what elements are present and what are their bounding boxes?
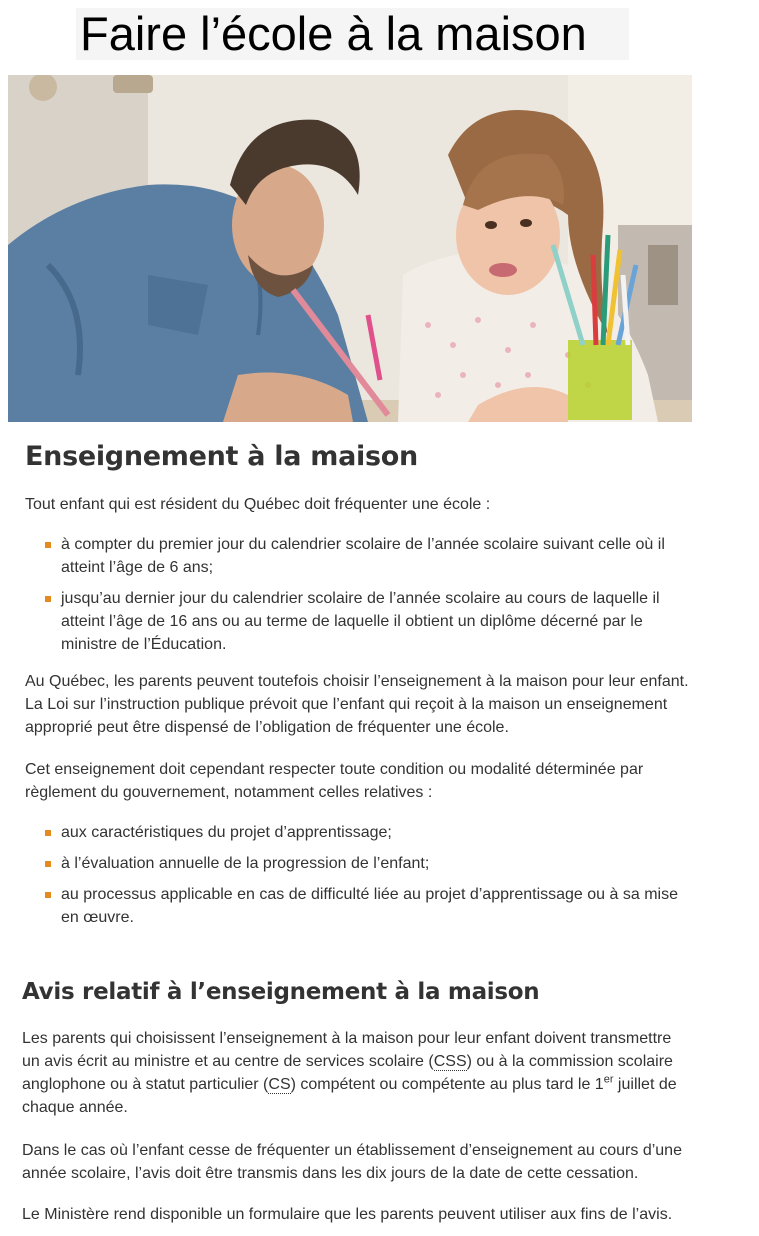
bullet-icon xyxy=(45,830,51,836)
section-heading-enseignement: Enseignement à la maison xyxy=(25,441,418,472)
page-title-banner xyxy=(76,8,629,60)
section-heading-avis: Avis relatif à l’enseignement à la maison xyxy=(22,979,540,1005)
bullet-icon xyxy=(45,596,51,602)
residency-requirements-list xyxy=(25,533,725,656)
list-item: à compter du premier jour du calendrier scolaire de l’année scolaire suivant celle où il atteint l’âge de 6 ans; xyxy=(25,533,725,579)
conditions-paragraph: Cet enseignement doit cependant respecter toute condition ou modalité déterminée par règlement du gouvernement, notamment celles relatives : xyxy=(25,761,644,801)
list-item: au processus applicable en cas de difficulté liée au projet d’apprentissage ou à sa mise en œuvre. xyxy=(25,883,735,929)
list-item: aux caractéristiques du projet d’apprentissage; xyxy=(25,821,735,844)
page-title: Faire l’école à la maison xyxy=(80,7,587,60)
abbr-css[interactable]: CSS xyxy=(433,1053,467,1070)
hero-image xyxy=(8,75,692,422)
notice-paragraph: Les parents qui choisissent l’enseignement à la maison pour leur enfant doivent transmettre un avis écrit au ministre et au centre de services scolaire (CSS) ou à la commission scolaire anglophone ou à statut particulier (CS) compétent ou compétente au plus tard le 1er juillet de chaque année. xyxy=(22,1030,677,1116)
form-paragraph: Le Ministère rend disponible un formulaire que les parents peuvent utiliser aux fins de l’avis. xyxy=(22,1206,673,1223)
homeschool-choice-paragraph: Au Québec, les parents peuvent toutefois choisir l’enseignement à la maison pour leur enfant. La Loi sur l’instruction publique prévoit que l’enfant qui reçoit à la maison un enseignement approprié peut être dispensé de l’obligation de fréquenter une école. xyxy=(25,673,689,736)
list-item: à l’évaluation annuelle de la progression de l’enfant; xyxy=(25,852,735,875)
cessation-paragraph: Dans le cas où l’enfant cesse de fréquenter un établissement d’enseignement au cours d’une année scolaire, l’avis doit être transmis dans les dix jours de la date de cette cessation. xyxy=(22,1142,682,1182)
bullet-icon xyxy=(45,542,51,548)
bullet-icon xyxy=(45,892,51,898)
conditions-list xyxy=(25,821,735,929)
intro-paragraph: Tout enfant qui est résident du Québec doit fréquenter une école : xyxy=(25,496,491,513)
hero-illustration xyxy=(8,75,692,422)
ordinal-superscript: er xyxy=(603,1073,614,1086)
abbr-cs[interactable]: CS xyxy=(268,1076,291,1093)
bullet-icon xyxy=(45,861,51,867)
list-item: jusqu’au dernier jour du calendrier scolaire de l’année scolaire au cours de laquelle il atteint l’âge de 16 ans ou au terme de laquelle il obtient un diplôme décerné par le ministre de l’Éducation. xyxy=(25,587,725,656)
